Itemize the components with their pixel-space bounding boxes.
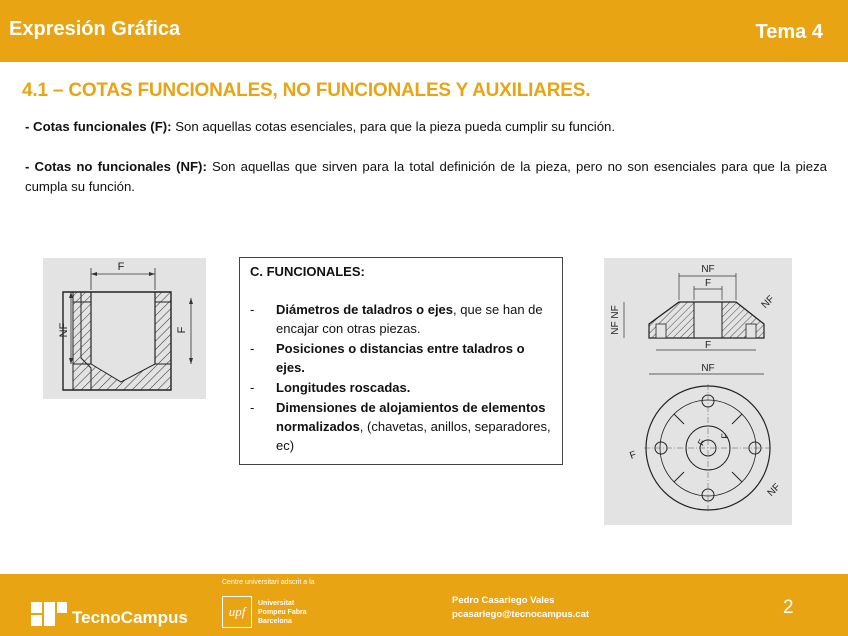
functional-dimensions-box: [239, 257, 563, 465]
author-info: [452, 594, 589, 622]
label-f-side: F: [176, 326, 188, 334]
label-f-left: F: [628, 449, 638, 462]
topic-label: Tema 4: [755, 21, 823, 43]
label-nf-bottom: NF: [765, 481, 783, 499]
figure-bushing-section: [43, 258, 206, 399]
brand-name: TecnoCampus: [72, 608, 188, 627]
item-bold: Longitudes roscadas.: [276, 380, 411, 395]
label-f-center-b: F: [720, 433, 730, 439]
item-rest: , que se han de encajar con otras piezas.: [276, 302, 543, 336]
list-item: - Posiciones o distancias entre taladros o ejes.: [250, 341, 525, 375]
paragraph-functional: [25, 117, 827, 137]
item-bold: Posiciones o distancias entre taladros o ejes.: [276, 341, 525, 375]
label-nf-side: NF: [58, 322, 70, 338]
label-f-mid: F: [704, 340, 712, 351]
label-f-center-a: F: [695, 437, 708, 448]
upf-logo: upf: [222, 596, 252, 628]
label-nf-mid: NF: [701, 363, 715, 374]
list-item: - Diámetros de taladros o ejes, que se han de encajar con otras piezas.: [250, 302, 543, 336]
footer-bar: [0, 574, 848, 636]
label-f-top: F: [704, 278, 712, 289]
flange-drawing: [604, 258, 792, 525]
upf-line: Universitat: [258, 600, 295, 607]
author-name: Pedro Casariego Vales: [452, 595, 555, 606]
course-title: Expresión Gráfica: [9, 18, 181, 40]
upf-line: Barcelona: [258, 618, 292, 625]
list-item: - Longitudes roscadas.: [250, 380, 411, 395]
item-bold: Diámetros de taladros o ejes: [276, 302, 454, 317]
paragraph-non-functional: [25, 157, 827, 197]
section-title: 4.1 – COTAS FUNCIONALES, NO FUNCIONALES Y AUXILIARES.: [22, 80, 591, 101]
author-email: pcasariego@tecnocampus.cat: [452, 609, 590, 620]
label-nf-top: NF: [701, 264, 715, 275]
item-rest: , (chavetas, anillos, separadores, ec): [276, 419, 551, 453]
item-bold: Dimensiones de alojamientos de elementos normalizados: [276, 400, 546, 434]
label-f-top: F: [117, 261, 125, 273]
label-nf-diag: NF: [759, 293, 777, 311]
definition: Son aquellas cotas esenciales, para que la pieza pueda cumplir su función.: [171, 119, 616, 134]
functional-list: [250, 300, 552, 455]
figure-flange-drawing: [604, 258, 792, 525]
upf-line: Pompeu Fabra: [258, 609, 307, 616]
label-nf-left: NF NF: [610, 305, 621, 335]
bushing-drawing: [43, 258, 206, 399]
term: - Cotas no funcionales (NF):: [25, 159, 207, 174]
centre-caption: Centre universitari adscrit a la: [222, 579, 315, 586]
page-number: 2: [783, 597, 794, 618]
definition: Son aquellas que sirven para la total definición de la pieza, pero no son esenciales para que la pieza cumpla su función.: [25, 159, 827, 194]
list-item: - Dimensiones de alojamientos de elementos normalizados, (chavetas, anillos, separadores, ec): [250, 400, 551, 453]
header-bar: [0, 0, 848, 62]
term: - Cotas funcionales (F):: [25, 119, 172, 134]
box-title: C. FUNCIONALES:: [250, 264, 365, 279]
upf-name: [258, 599, 307, 626]
tecnocampus-logo-icon: [31, 602, 67, 626]
